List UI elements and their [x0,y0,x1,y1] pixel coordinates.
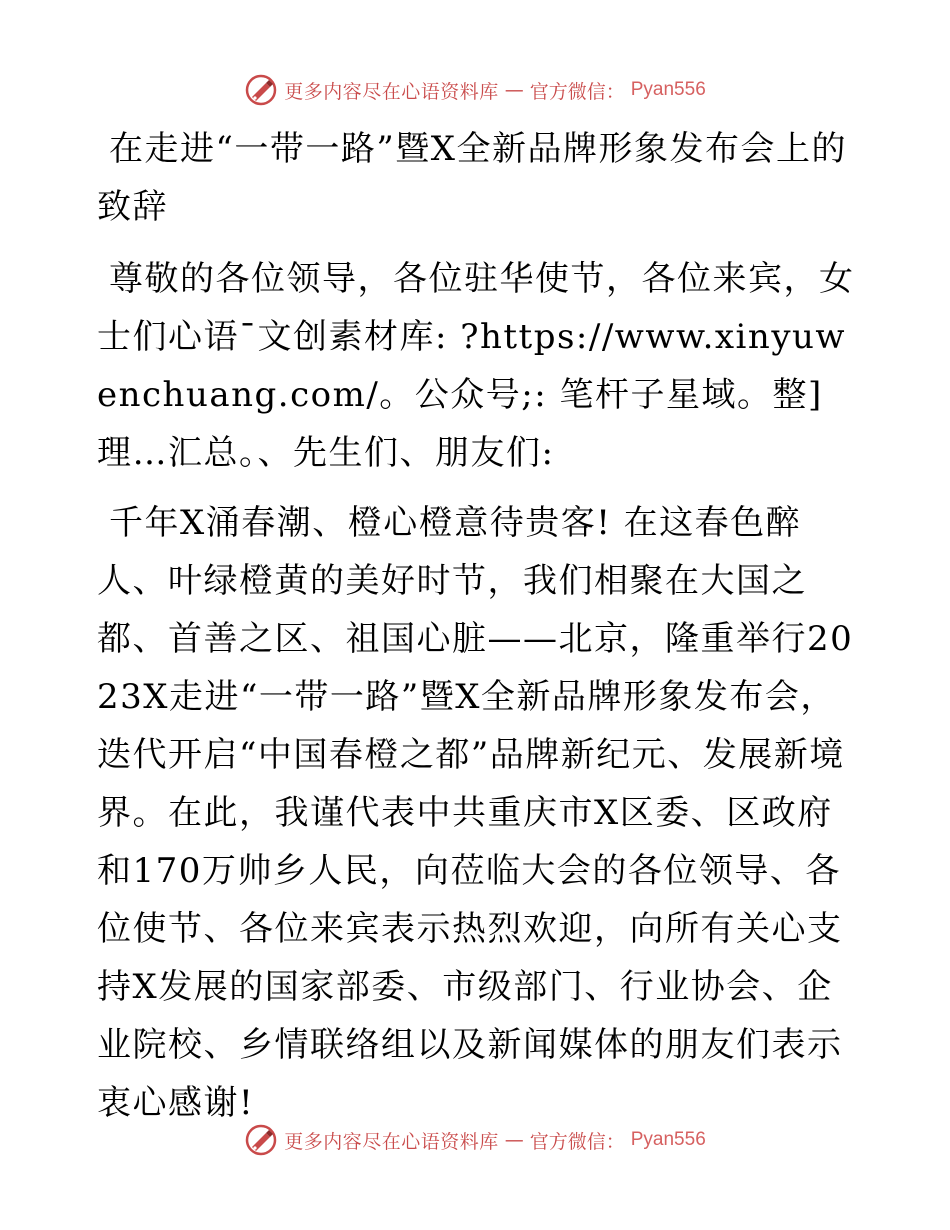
footer-banner-inner [244,1123,706,1157]
header-banner-dash: — [504,79,524,101]
pen-nib-logo-icon [244,1123,278,1157]
paragraph-greeting: 尊敬的各位领导，各位驻华使节，各位来宾，女士们心语¯文创素材库: ?https://www.xinyuwenchuang.com/。公众号;: 笔杆子星域。整]理…汇总。、先生们、朋友们: [97,259,855,473]
footer-wechat-label: 官方微信： [529,1130,625,1153]
footer-banner-dash: — [504,1129,524,1151]
footer-banner-text: 更多内容尽在心语资料库 [284,1130,499,1153]
pen-nib-logo-icon [244,73,278,107]
footer-wechat-id: Pyan556 [630,1129,706,1150]
footer-banner [0,1120,950,1160]
header-wechat-label: 官方微信： [529,80,625,103]
header-wechat-id: Pyan556 [630,79,706,100]
document-body [97,120,857,1144]
paragraph-main: 千年X涌春潮、橙心橙意待贵客! 在这春色醉人、叶绿橙黄的美好时节，我们相聚在大国之都、首善之区、祖国心脏——北京，隆重举行2023X走进“一带一路”暨X全新品牌形象发布会，迭代开启“中国春橙之都”品牌新纪元、发展新境界。在此，我谨代表中共重庆市X区委、区政府和170万帅乡人民，向莅临大会的各位领导、各位使节、各位来宾表示热烈欢迎，向所有关心支持X发展的国家部委、市级部门、行业协会、企业院校、乡情联络组以及新闻媒体的朋友们表示衷心感谢! [97,503,854,1123]
header-banner-inner [244,73,706,107]
header-banner [0,70,950,110]
document-title: 在走进“一带一路”暨X全新品牌形象发布会上的致辞 [97,129,847,227]
header-banner-text: 更多内容尽在心语资料库 [284,80,499,103]
